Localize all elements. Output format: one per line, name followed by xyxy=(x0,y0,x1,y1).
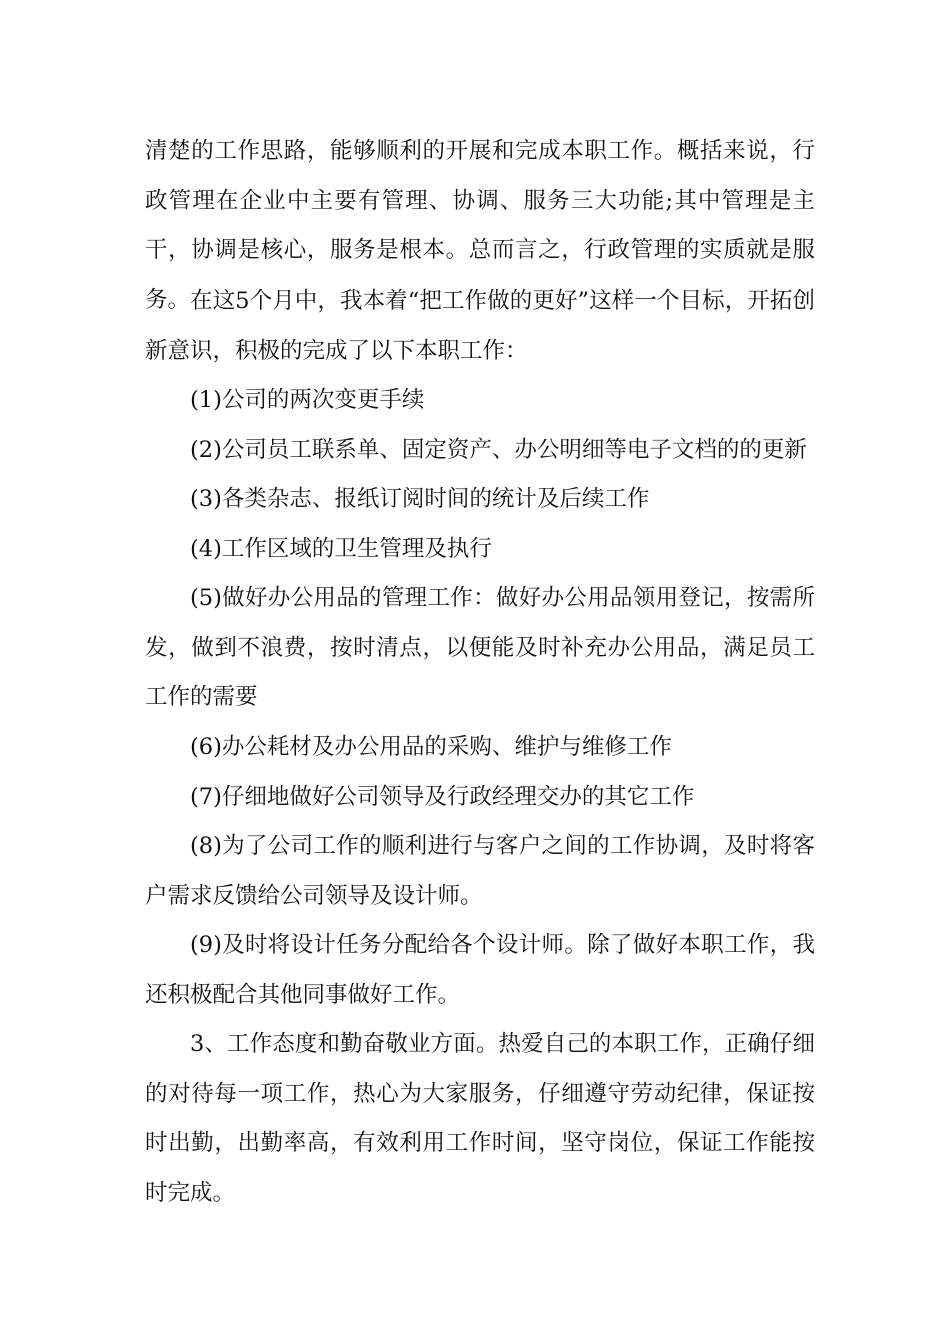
list-item-5: (5)做好办公用品的管理工作：做好办公用品领用登记，按需所发，做到不浪费，按时清点，以便能及时补充办公用品，满足员工工作的需要 xyxy=(145,585,815,710)
list-item-3: (3)各类杂志、报纸订阅时间的统计及后续工作 xyxy=(190,486,650,512)
list-item-8: (8)为了公司工作的顺利进行与客户之间的工作协调，及时将客户需求反馈给公司领导及设计师。 xyxy=(145,833,815,909)
list-item-1: (1)公司的两次变更手续 xyxy=(190,387,425,413)
list-item-6: (6)办公耗材及办公用品的采购、维护与维修工作 xyxy=(190,734,672,760)
list-item-2: (2)公司员工联系单、固定资产、办公明细等电子文档的的更新 xyxy=(190,437,807,463)
paragraph-work-attitude: 3、工作态度和勤奋敬业方面。热爱自己的本职工作，正确仔细的对待每一项工作，热心为大家服务，仔细遵守劳动纪律，保证按时出勤，出勤率高，有效利用工作时间，坚守岗位，保证工作能按时完成。 xyxy=(145,1031,815,1206)
list-item-7: (7)仔细地做好公司领导及行政经理交办的其它工作 xyxy=(190,784,695,810)
list-item-4: (4)工作区域的卫生管理及执行 xyxy=(190,536,492,562)
list-item-9: (9)及时将设计任务分配给各个设计师。除了做好本职工作，我还积极配合其他同事做好工作。 xyxy=(145,932,815,1008)
paragraph-admin-summary: 清楚的工作思路，能够顺利的开展和完成本职工作。概括来说，行政管理在企业中主要有管理、协调、服务三大功能;其中管理是主干，协调是核心，服务是根本。总而言之，行政管理的实质就是服务。 xyxy=(145,138,815,313)
paragraph-five-months-intro: 在这5个月中，我本着“把工作做的更好”这样一个目标，开拓创新意识，积极的完成了以下本职工作： xyxy=(145,288,815,364)
